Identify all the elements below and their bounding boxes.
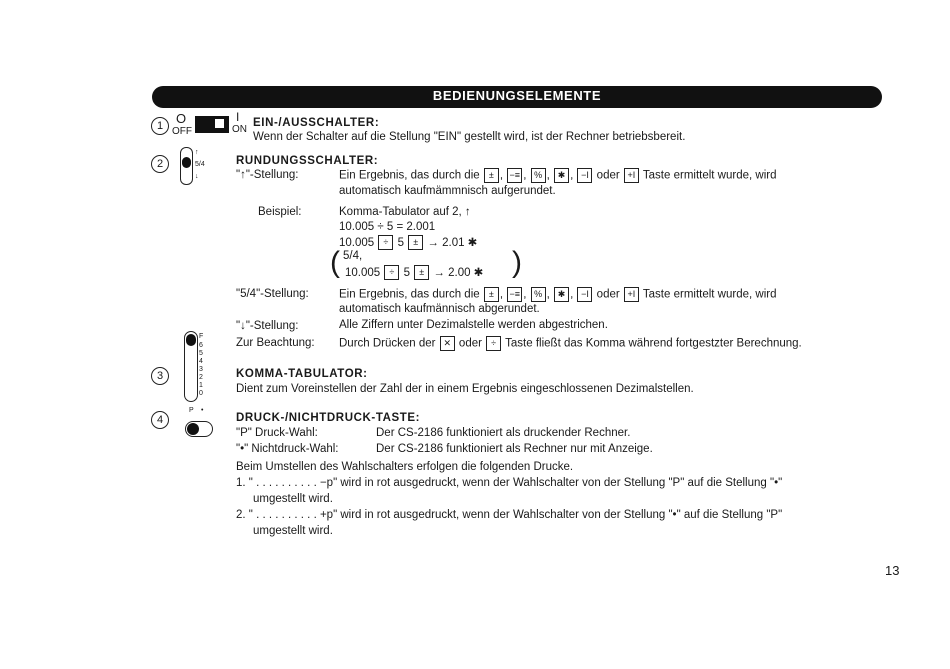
separator: , <box>570 288 574 301</box>
key-minus-equal: −≡ <box>507 287 522 302</box>
54-position-text: Ein Ergebnis, das durch die <box>339 288 480 301</box>
list-item-1: 1. " . . . . . . . . . . −p" wird in rot ausgedruckt, wenn der Wahlschalter von der Stellung "P" auf die Stellung "•" <box>236 477 783 489</box>
heading-rounding-switch: RUNDUNGSSCHALTER: <box>236 155 379 167</box>
key-plus-minus: ± <box>484 287 499 302</box>
decimal-tab-label-4: 4 <box>199 358 203 365</box>
example-line-2: 10.005 ÷ 5 = 2.001 <box>339 221 436 233</box>
separator: , <box>546 288 550 301</box>
print-mode-label: "P" Druck-Wahl: <box>236 427 318 439</box>
decimal-tab-label-f: F <box>199 333 204 340</box>
heading-print-switch: DRUCK-/NICHTDRUCK-TASTE: <box>236 412 421 424</box>
rounding-switch-label-54: 5/4 <box>195 161 205 168</box>
decimal-tab-label-6: 6 <box>199 342 203 349</box>
key-divide: ÷ <box>486 336 501 351</box>
key-total: ✱ <box>554 168 569 183</box>
oder-text: oder <box>596 169 620 182</box>
list-item-2: 2. " . . . . . . . . . . +p" wird in rot ausgedruckt, wenn der Wahlschalter von der Stellung "•" auf die Stellung "P" <box>236 509 783 521</box>
key-plus-minus: ± <box>414 265 429 280</box>
up-position-text-line2: automatisch kaufmämmnisch aufgerundet. <box>339 185 556 197</box>
54-position-text-cont: Taste ermittelt wurde, wird <box>642 288 777 301</box>
key-multiply: ✕ <box>440 336 455 351</box>
54-position-text-line2: automatisch kaufmännisch abgerundet. <box>339 303 540 315</box>
item-number-1: 1 <box>151 117 169 135</box>
on-symbol: I <box>236 110 240 124</box>
key-minus-equal: −≡ <box>507 168 522 183</box>
up-position-text-cont: Taste ermittelt wurde, wird <box>642 169 777 182</box>
item-number-4: 4 <box>151 411 169 429</box>
example-result: → 2.00 ✱ <box>433 267 484 279</box>
down-position-text: Alle Ziffern unter Dezimalstelle werden abgestrichen. <box>339 319 608 331</box>
heading-decimal-tab: KOMMA-TABULATOR: <box>236 368 368 380</box>
item-number-2: 2 <box>151 155 169 173</box>
key-percent: % <box>531 287 546 302</box>
decimal-tab-label-5: 5 <box>199 350 203 357</box>
list-item-1-cont: umgestellt wird. <box>253 493 333 505</box>
bracket-close: ) <box>512 246 522 279</box>
decimal-tab-label-1: 1 <box>199 382 203 389</box>
separator: , <box>546 169 550 182</box>
example-divisor: 5 <box>403 267 410 279</box>
key-plus-minus: ± <box>484 168 499 183</box>
power-switch-icon <box>195 116 229 133</box>
key-total: ✱ <box>554 287 569 302</box>
list-item-2-cont: umgestellt wird. <box>253 525 333 537</box>
off-symbol: O <box>176 111 187 126</box>
example-line-4: 5/4, <box>343 250 363 262</box>
print-switch-label-p: P <box>189 407 194 414</box>
example-line-5 <box>345 265 483 280</box>
item-number-3: 3 <box>151 367 169 385</box>
down-position-label: "↓"-Stellung: <box>236 320 299 332</box>
key-divide: ÷ <box>378 235 393 250</box>
heading-power-switch: EIN-/AUSSCHALTER: <box>253 117 380 129</box>
off-label: OFF <box>172 126 192 137</box>
note-line <box>339 336 802 351</box>
rounding-switch-label-down: ↓ <box>195 173 199 180</box>
print-mode-text: Der CS-2186 funktioniert als druckender Rechner. <box>376 427 631 439</box>
key-plus-minus: ± <box>408 235 423 250</box>
note-text: Durch Drücken der <box>339 337 436 350</box>
54-position-label: "5/4"-Stellung: <box>236 288 309 300</box>
key-divide: ÷ <box>384 265 399 280</box>
print-switch-label-dot: • <box>201 407 204 414</box>
rounding-switch-label-up: ↑ <box>195 149 199 156</box>
example-divisor: 5 <box>397 237 404 249</box>
decimal-tab-switch-icon <box>184 331 198 402</box>
key-plus-i: +I <box>624 168 639 183</box>
decimal-tab-scale <box>199 332 213 400</box>
example-result: → 2.01 ✱ <box>427 237 478 249</box>
oder-text: oder <box>458 337 482 350</box>
switch-print-intro: Beim Umstellen des Wahlschalters erfolgen die folgenden Drucke. <box>236 461 574 473</box>
separator: , <box>523 288 527 301</box>
decimal-tab-label-0: 0 <box>199 390 203 397</box>
separator: , <box>570 169 574 182</box>
on-label: ON <box>232 124 247 135</box>
example-value: 10.005 <box>345 267 381 279</box>
page-number: 13 <box>885 563 900 578</box>
example-value: 10.005 <box>339 237 375 249</box>
key-minus-i: −I <box>577 168 592 183</box>
separator: , <box>523 169 527 182</box>
power-switch-text: Wenn der Schalter auf die Stellung "EIN" gestellt wird, ist der Rechner betriebsbereit. <box>253 131 686 143</box>
nonprint-mode-label: "•" Nichtdruck-Wahl: <box>236 443 339 455</box>
decimal-tab-label-3: 3 <box>199 366 203 373</box>
separator: , <box>499 288 504 301</box>
54-position-line <box>339 287 776 302</box>
decimal-tab-label-2: 2 <box>199 374 203 381</box>
separator: , <box>499 169 504 182</box>
up-position-text: Ein Ergebnis, das durch die <box>339 169 480 182</box>
example-line-1: Komma-Tabulator auf 2, ↑ <box>339 206 471 218</box>
key-percent: % <box>531 168 546 183</box>
section-header-bar <box>152 86 882 108</box>
note-text-cont: Taste fließt das Komma während fortgestzter Berechnung. <box>505 337 802 350</box>
decimal-tab-text: Dient zum Voreinstellen der Zahl der in einem Ergebnis eingeschlossenen Dezimalstellen. <box>236 383 694 395</box>
bracket-open: ( <box>330 246 340 279</box>
up-position-line <box>339 168 776 183</box>
key-minus-i: −I <box>577 287 592 302</box>
up-position-label: "↑"-Stellung: <box>236 169 299 181</box>
page-title: BEDIENUNGSELEMENTE <box>432 88 602 103</box>
example-label: Beispiel: <box>258 206 302 218</box>
rounding-switch-icon <box>180 147 193 185</box>
key-plus-i: +I <box>624 287 639 302</box>
oder-text: oder <box>596 288 620 301</box>
example-line-3 <box>339 235 477 250</box>
print-switch-icon <box>185 421 213 437</box>
nonprint-mode-text: Der CS-2186 funktioniert als Rechner nur mit Anzeige. <box>376 443 653 455</box>
note-label: Zur Beachtung: <box>236 337 315 349</box>
